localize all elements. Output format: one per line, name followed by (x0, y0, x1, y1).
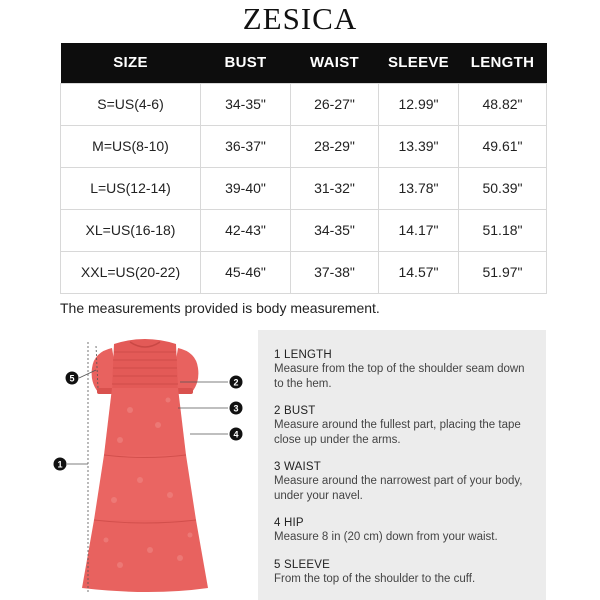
marker-3 (230, 402, 243, 415)
cell-waist: 37-38" (291, 251, 379, 293)
cell-waist: 26-27" (291, 83, 379, 125)
svg-text:1: 1 (57, 459, 63, 470)
svg-text:5: 5 (69, 373, 75, 384)
header-bust: BUST (201, 43, 291, 83)
cell-sleeve: 13.39" (379, 125, 459, 167)
guide-description: Measure 8 in (20 cm) down from your waist. (274, 531, 498, 543)
cell-length: 51.18" (459, 209, 547, 251)
cell-length: 51.97" (459, 251, 547, 293)
cell-waist: 28-29" (291, 125, 379, 167)
marker-2 (230, 376, 243, 389)
cell-waist: 34-35" (291, 209, 379, 251)
table-header-row (61, 43, 547, 83)
guide-description: Measure around the fullest part, placing the tape close up under the arms. (274, 419, 521, 446)
cell-bust: 45-46" (201, 251, 291, 293)
guide-title: 3 WAIST (274, 461, 321, 473)
cell-sleeve: 14.17" (379, 209, 459, 251)
table-row (61, 125, 547, 167)
marker-5 (66, 370, 97, 385)
cell-size: XXL=US(20-22) (61, 251, 201, 293)
cell-size: M=US(8-10) (61, 125, 201, 167)
cell-length: 49.61" (459, 125, 547, 167)
dress-illustration (82, 339, 208, 592)
cell-size: XL=US(16-18) (61, 209, 201, 251)
cell-sleeve: 13.78" (379, 167, 459, 209)
cell-bust: 36-37" (201, 125, 291, 167)
table-row (61, 167, 547, 209)
header-waist: WAIST (291, 43, 379, 83)
guide-description: From the top of the shoulder to the cuff. (274, 572, 476, 585)
cell-sleeve: 12.99" (379, 83, 459, 125)
marker-4 (230, 428, 243, 441)
guide-title: 4 HIP (274, 517, 304, 529)
cell-waist: 31-32" (291, 167, 379, 209)
guide-item-hip (274, 516, 530, 545)
svg-text:2: 2 (233, 377, 239, 388)
header-size: SIZE (61, 43, 201, 83)
guide-item-bust (274, 404, 530, 447)
cell-bust: 42-43" (201, 209, 291, 251)
svg-text:3: 3 (233, 403, 239, 414)
size-chart-table (60, 43, 547, 294)
cell-bust: 34-35" (201, 83, 291, 125)
guide-title: 1 LENGTH (274, 349, 332, 361)
table-row (61, 251, 547, 293)
header-length: LENGTH (459, 43, 547, 83)
guide-title: 5 SLEEVE (274, 558, 330, 571)
cell-size: L=US(12-14) (61, 167, 201, 209)
dress-measurement-figure (50, 330, 260, 600)
cell-bust: 39-40" (201, 167, 291, 209)
guide-item-waist (274, 460, 530, 503)
guide-description: Measure around the narrowest part of your body, under your navel. (274, 475, 523, 502)
guide-title: 2 BUST (274, 405, 316, 417)
cell-length: 48.82" (459, 83, 547, 125)
cell-size: S=US(4-6) (61, 83, 201, 125)
cell-sleeve: 14.57" (379, 251, 459, 293)
table-row (61, 83, 547, 125)
header-sleeve: SLEEVE (379, 43, 459, 83)
measurement-note: The measurements provided is body measurement. (60, 300, 380, 316)
guide-item-length (274, 348, 530, 391)
cell-length: 50.39" (459, 167, 547, 209)
marker-1 (54, 458, 89, 471)
table-row (61, 209, 547, 251)
brand-logo: ZESICA (242, 1, 358, 36)
svg-text:4: 4 (233, 429, 239, 440)
measurement-guide-panel (258, 330, 546, 600)
guide-item-sleeve (274, 558, 530, 587)
guide-description: Measure from the top of the shoulder seam down to the hem. (274, 363, 525, 390)
